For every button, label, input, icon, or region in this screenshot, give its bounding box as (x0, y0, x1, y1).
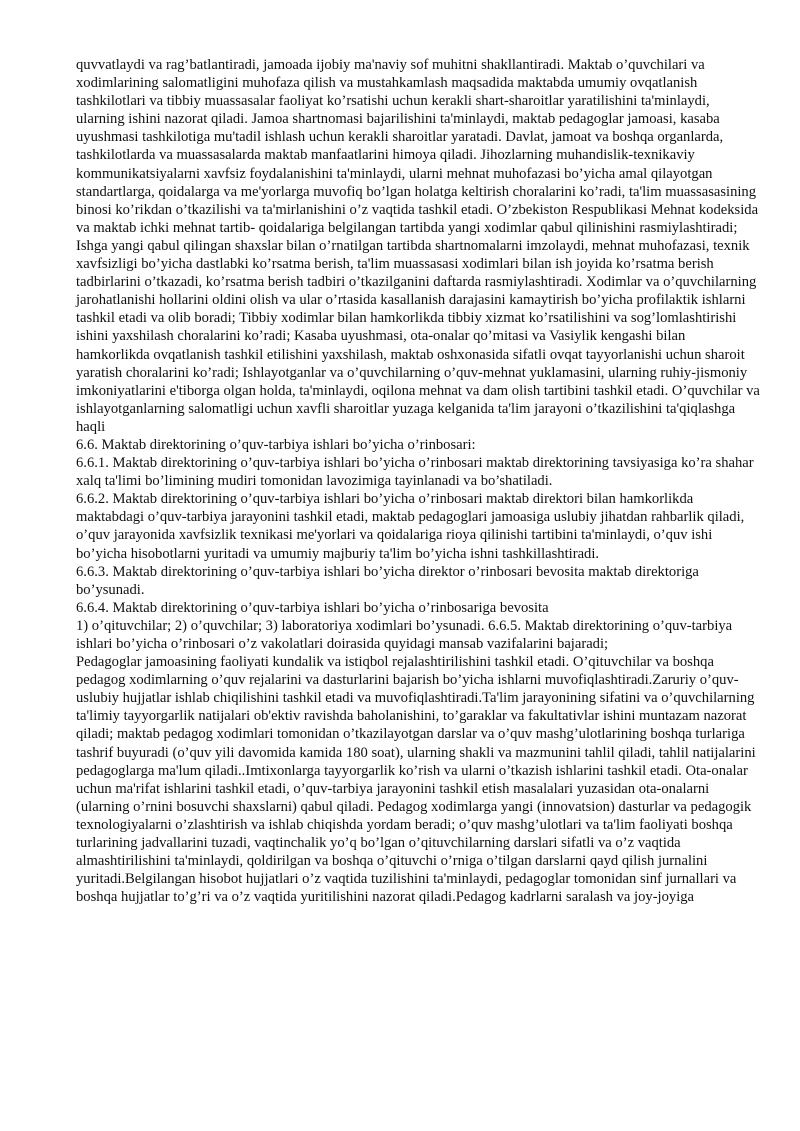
clause-6-6-1: 6.6.1. Maktab direktorining o’quv-tarbiya ishlari bo’yicha o’rinbosari maktab direktorining tavsiyasiga ko’ra shahar xalq ta'limi bo’limining mudiri tomonidan lavozimiga tayinlanadi va bo’shatiladi. (76, 455, 754, 490)
paragraph-director-duties: quvvatlaydi va rag’batlantiradi, jamoada ijobiy ma'naviy sof muhitni shakllantiradi. Maktab o’quvchilari va xodimlarining salomatligini muhofaza qilish va mustahkamlash maqsadida maktabda umumiy ovqatlanish tashkilotlari va tibbiy muassasalar faoliyat ko’rsatishi uchun kerakli shart-sharoitlar yaratilishini ta'minlaydi, ularning ishini nazorat qiladi. Jamoa shartnomasi bajarilishini ta'minlaydi, maktab pedagoglar jamoasi, kasaba uyushmasi tashkilotiga mu'tadil ishlash uchun kerakli sharoitlar yaratadi. Davlat, jamoat va boshqa organlarda, tashkilotlarda va muassasalarda maktab manfaatlarini himoya qiladi. Jihozlarning muhandislik-texnikaviy kommunikatsiyalarni xavfsiz foydalanishini ta'minlaydi, ularni mehnat muhofazasi bo’yicha amal qilayotgan standartlarga, qoidalarga va me'yorlarga muvofiq bo’lgan holatga keltirish choralarini ko’radi, ta'lim muassasasining binosi ko’rikdan o’tkazilishi va ta'mirlanishini o’z vaqtida tashkil etadi. O’zbekiston Respublikasi Mehnat kodeksida va maktab ichki mehnat tartib- qoidalariga belgilangan tartibda yangi xodimlar qabul qilinishini rasmiylashtiradi; Ishga yangi qabul qilingan shaxslar bilan o’rnatilgan tartibda shartnomalarni imzolaydi, mehnat muhofazasi, texnik xavfsizligi bo’yicha dastlabki ko’rsatma berish, ta'lim muassasasi xodimlari bilan ish joyida ko’rsatma berish tadbirlarini o’tkazadi, ko’rsatma berish tadbiri o’tkazilganini daftarda rasmiylashtiradi. Xodimlar va o’quvchilarning jarohatlanishi hollarini oldini olish va ular o’rtasida kasallanish darajasini kamaytirish bo’yicha profilaktik ishlarni tashkil etadi va olib boradi; Tibbiy xodimlar bilan hamkorlikda tibbiy xizmat ko’rsatilishini va sog’lomlashtirishi ishini yaxshilash choralarini ko’radi; Kasaba uyushmasi, ota-onalar qo’mitasi va Vasiylik kengashi bilan hamkorlikda ovqatlanish tashkil etilishini yaxshilash, maktab oshxonasida sifatli ovqat tayyorlanishi uchun sharoit yaratish choralarini ko’radi; Ishlayotganlar va o’quvchilarning o’quv-mehnat yuklamasini, ularning ruhiy-jismoniy imkoniyatlarini e'tiborga olgan holda, ta'minlaydi, oqilona mehnat va dam olish tartibini tashkil etadi. O’quvchilar va ishlayotganlarning salomatligi uchun xavfli sharoitlar yuzaga kelganida ta'lim jarayoni o’tkazilishini ta'qiqlashga haqli (76, 57, 760, 435)
paragraph-deputy-duties: Pedagoglar jamoasining faoliyati kundalik va istiqbol rejalashtirilishini tashkil etadi. O’qituvchilar va boshqa pedagog xodimlarning o’quv rejalarini va dasturlarini bajarish bo’yicha ishlarni muvofiqlashtiradi.Zaruriy o’quv-uslubiy hujjatlar ishlab chiqilishini tashkil etadi va muvofiqlashtiradi.Ta'lim jarayonining sifatini va o’quvchilarning ta'limiy tayyorgarlik natijalari ob'ektiv ravishda baholanishini, to’garaklar va fakultativlar ishini muntazam nazorat qiladi; maktab pedagog xodimlari tomonidan o’tkazilayotgan darslar va o’quv mashg’ulotlarining boshqa turlariga tashrif buyuradi (o’quv yili davomida kamida 180 soat), ularning shakli va mazmunini tahlil qiladi, tahlil natijalarini pedagoglarga ma'lum qiladi..Imtixonlarga tayyorgarlik ko’rish va ularni o’tkazish ishlarini tashkil etadi. Ota-onalar uchun ma'rifat ishlarini tashkil etadi, o’quv-tarbiya jarayonini tashkil etish masalalari yuzasidan ota-onalarni (ularning o’rnini bosuvchi shaxslarni) qabul qiladi. Pedagog xodimlarga yangi (innovatsion) dasturlar va pedagogik texnologiyalarni o’zlashtirish va ishlab chiqishda yordam beradi; o’quv mashg’ulotlari va ta'lim faoliyati boshqa turlarining jadvallarini tuzadi, vaqtinchalik yo’q bo’lgan o’qituvchilarning darslari sifatli va o’z vaqtida almashtirilishini ta'minlaydi, qoldirilgan va boshqa o’qituvchi o’rniga o’tilgan darslarni qayd qilish jurnalini yuritadi.Belgilangan hisobot hujjatlari o’z vaqtida tuzilishini ta'minlaydi, pedagoglar tomonidan sinf jurnallari va boshqa hujjatlar to’g’ri va o’z vaqtida yuritilishini nazorat qiladi.Pedagog kadrlarni saralash va joy-joyiga (76, 654, 756, 906)
clause-6-6-4: 6.6.4. Maktab direktorining o’quv-tarbiya ishlari bo’yicha o’rinbosariga bevosita (76, 599, 549, 616)
clause-6-6-3: 6.6.3. Maktab direktorining o’quv-tarbiya ishlari bo’yicha direktor o’rinbosari bevosita maktab direktoriga bo’ysunadi. (76, 563, 699, 598)
section-6-6-heading: 6.6. Maktab direktorining o’quv-tarbiya ishlari bo’yicha o’rinbosari: (76, 436, 476, 453)
clause-6-6-2: 6.6.2. Maktab direktorining o’quv-tarbiya ishlari bo’yicha o’rinbosari maktab direktori bilan hamkorlikda maktabdagi o’quv-tarbiya jarayonini tashkil etadi, maktab pedagoglari jamoasiga uslubiy jihatdan rahbarlik qiladi, o’quv jarayonida xavfsizlik texnikasi me'yorlari va qoidalariga rioya qilinishi tartibini ta'minlaydi, o’quv ishi bo’yicha hisobotlarni yuritadi va umumiy majburiy ta'lim bo’yicha ishni tashkillashtiradi. (76, 491, 745, 562)
clause-6-6-4-subordinates: 1) o’qituvchilar; 2) o’quvchilar; 3) laboratoriya xodimlari bo’ysunadi. 6.6.5. Maktab direktorining o’quv-tarbiya ishlari bo’yicha o’rinbosari o’z vakolatlari doirasida quyidagi mansab vazifalarini bajaradi; (76, 617, 733, 652)
